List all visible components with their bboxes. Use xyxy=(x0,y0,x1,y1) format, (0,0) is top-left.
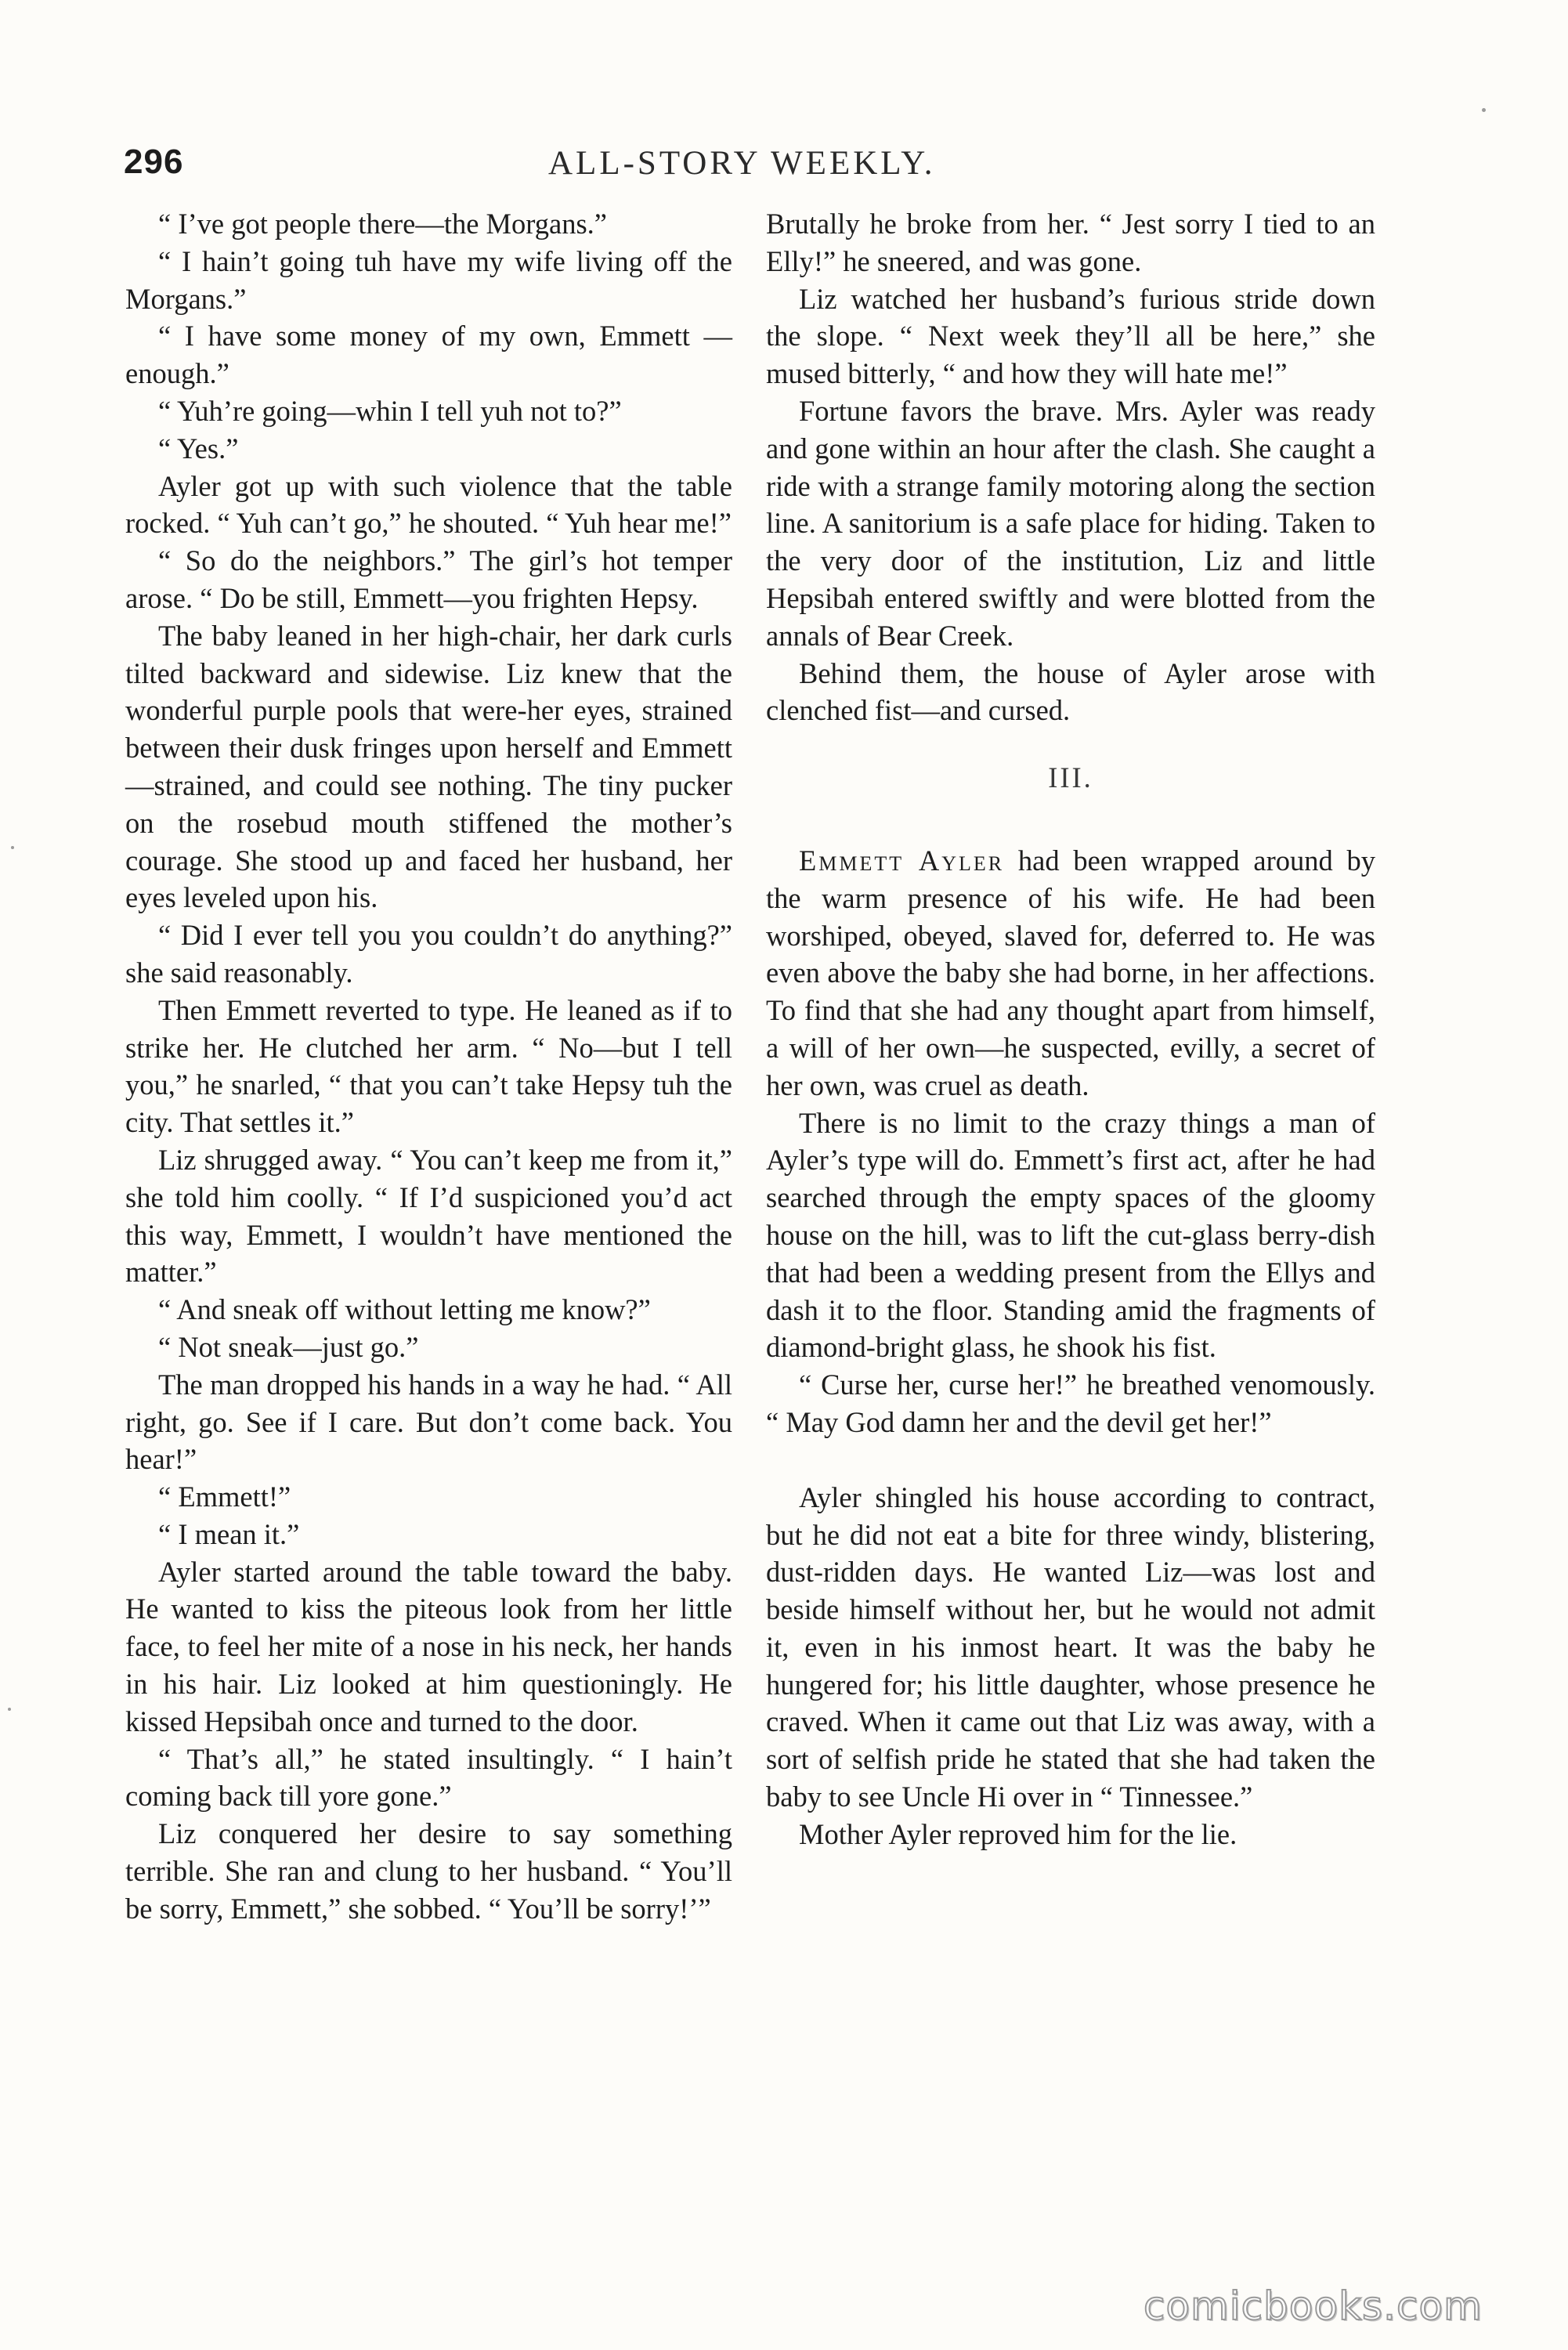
scene-break xyxy=(766,1441,1375,1479)
paragraph: There is no limit to the crazy things a man of Ayler’s type will do. Emmett’s first act, after he had searched through the empty spaces of the gloomy house on the hill, was to lift the cut-glass berry-dish that had been a wedding present from the Ellys and dash it to the floor. Standing amid the fragments of diamond-bright glass, he shook his fist. xyxy=(766,1106,1375,1364)
paragraph: Ayler shingled his house according to contract, but he did not eat a bite for three windy, blistering, dust-ridden days. He wanted Liz—was lost and beside himself without her, but he would not admit it, even in his inmost heart. It was the baby he hungered for; his little daughter, whose presence he craved. When it came out that Liz was away, with a sort of selfish pride he stated that she had taken the baby to see Uncle Hi over in “ Tinnessee.” xyxy=(766,1480,1375,1813)
paragraph: Liz watched her husband’s furious stride down the slope. “ Next week they’ll all be here,” she mused bitterly, “ and how they will hate me!” xyxy=(766,282,1375,390)
right-column xyxy=(766,205,1375,1853)
paragraph: “ Emmett!” xyxy=(158,1480,291,1513)
paragraph: Ayler started around the table toward the baby. He wanted to kiss the piteous look from her little face, to feel her mite of a nose in his neck, her hands in his hair. Liz looked at him questioningly. He kissed Hepsibah once and turned to the door. xyxy=(125,1555,732,1737)
paragraph: The man dropped his hands in a way he had. “ All right, go. See if I care. But don’t come back. You hear!” xyxy=(125,1368,732,1476)
section-number: III. xyxy=(1048,761,1093,794)
paragraph: “ So do the neighbors.” The girl’s hot temper arose. “ Do be still, Emmett—you frighten Hepsy. xyxy=(125,544,732,614)
paragraph: Liz shrugged away. “ You can’t keep me from it,” she told him coolly. “ If I’d suspicioned you’d act this way, Emmett, I wouldn’t have mentioned the matter.” xyxy=(125,1143,732,1289)
print-speck xyxy=(1482,108,1486,112)
paragraph: Brutally he broke from her. “ Jest sorry I tied to an Elly!” he sneered, and was gone. xyxy=(766,208,1375,277)
left-column xyxy=(125,205,732,1928)
running-head: ALL-STORY WEEKLY. xyxy=(548,145,936,182)
paragraph: “ And sneak off without letting me know?” xyxy=(158,1293,651,1326)
paragraph: “ I hain’t going tuh have my wife living off the Morgans.” xyxy=(125,244,732,315)
section-opening-paragraph xyxy=(766,842,1375,1104)
paragraph: “ I have some money of my own, Emmett —enough.” xyxy=(125,320,732,390)
paragraph: “ Did I ever tell you you couldn’t do anything?” she said reasonably. xyxy=(125,919,732,989)
paragraph: Behind them, the house of Ayler arose with clenched fist—and cursed. xyxy=(766,656,1375,727)
paragraph: The baby leaned in her high-chair, her dark curls tilted backward and sidewise. Liz knew that the wonderful purple pools that were-her eyes, strained between their dusk fringes upon herself and Emmett—strained, and could see nothing. The tiny pucker on the rosebud mouth stiffened the mother’s courage. She stood up and faced her husband, her eyes leveled upon his. xyxy=(125,619,732,914)
section-lead-words: Emmett Ayler xyxy=(799,844,1005,877)
print-speck xyxy=(11,846,14,849)
paragraph: Ayler got up with such violence that the table rocked. “ Yuh can’t go,” he shouted. “ Yuh hear me!” xyxy=(125,469,732,540)
section-opening-text: had been wrapped around by the warm presence of his wife. He had been worshiped, obeyed, slaved for, deferred to. He was even above the baby she had borne, in her affections. To find that she had any thought apart from himself, a will of her own—he suspected, evilly, a secret of her own, was cruel as death. xyxy=(766,844,1376,1101)
page-number: 296 xyxy=(124,143,184,181)
paragraph: “ I’ve got people there—the Morgans.” xyxy=(158,208,607,240)
paragraph: “ Not sneak—just go.” xyxy=(158,1330,419,1363)
paragraph: Mother Ayler reproved him for the lie. xyxy=(799,1817,1237,1850)
print-speck xyxy=(8,1708,11,1711)
paragraph: Then Emmett reverted to type. He leaned as if to strike her. He clutched her arm. “ No—but I tell you,” he snarled, “ that you can’t take Hepsy tuh the city. That settles it.” xyxy=(125,993,732,1139)
paragraph: “ Curse her, curse her!” he breathed venomously. “ May God damn her and the devil get her!” xyxy=(766,1368,1375,1438)
paragraph: Liz conquered her desire to say something terrible. She ran and clung to her husband. “ You’ll be sorry, Emmett,” she sobbed. “ You’ll be sorry!’” xyxy=(125,1817,732,1925)
watermark: comicbooks.com xyxy=(1143,2283,1483,2329)
paragraph: “ Yuh’re going—whin I tell yuh not to?” xyxy=(158,394,622,427)
paragraph: “ I mean it.” xyxy=(158,1517,300,1550)
paragraph: Fortune favors the brave. Mrs. Ayler was ready and gone within an hour after the clash. She caught a ride with a strange family motoring along the section line. A sanitorium is a safe place for hiding. Taken to the very door of the institution, Liz and little Hepsibah entered swiftly and were blotted from the annals of Bear Creek. xyxy=(766,394,1375,652)
paragraph: “ That’s all,” he stated insultingly. “ I hain’t coming back till yore gone.” xyxy=(125,1742,732,1813)
paragraph: “ Yes.” xyxy=(158,432,239,465)
